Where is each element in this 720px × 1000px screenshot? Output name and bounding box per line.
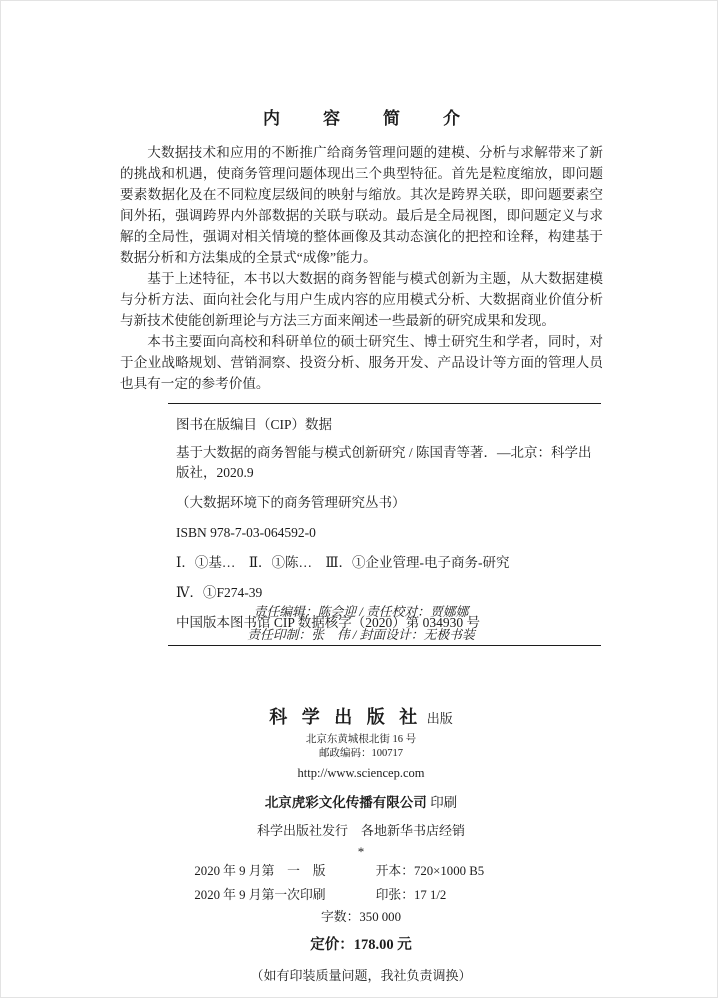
cip-line-title: 基于大数据的商务智能与模式创新研究 / 陈国青等著．—北京：科学出版社，2020.9 xyxy=(176,445,592,480)
cip-line-classification-1: Ⅰ．①基… Ⅱ．①陈… Ⅲ．①企业管理-电子商务-研究 xyxy=(176,555,510,570)
format-info: 开本：720×1000 B5 xyxy=(375,864,485,878)
printer-line xyxy=(1,791,718,811)
edition-row xyxy=(1,860,718,882)
publisher-line xyxy=(1,703,718,729)
impression-info: 2020 年 9 月第一次印刷 xyxy=(194,888,326,902)
publisher-name: 科 学 出 版 社 xyxy=(269,707,423,727)
publisher-website: http://www.sciencep.com xyxy=(297,766,425,780)
printer-suffix: 印刷 xyxy=(430,795,458,810)
cip-header: 图书在版编目（CIP）数据 xyxy=(176,417,333,432)
distribution-line: 科学出版社发行 各地新华书店经销 xyxy=(256,823,465,838)
credits-line-design: 责任印制：张 伟 / 封面设计：无极书装 xyxy=(247,628,475,642)
cip-line-series: （大数据环境下的商务管理研究丛书） xyxy=(176,495,406,510)
cip-line-classification-2: Ⅳ．①F274-39 xyxy=(176,585,263,600)
publisher-postcode: 邮政编码：100717 xyxy=(319,748,403,759)
publisher-suffix: 出版 xyxy=(426,711,453,726)
separator-star: * xyxy=(357,844,365,859)
credits-section xyxy=(1,601,718,647)
colophon-section xyxy=(1,703,718,984)
credits-line-editor: 责任编辑：陈会迎 / 责任校对：贾娜娜 xyxy=(253,605,469,619)
printer-name: 北京虎彩文化传播有限公司 xyxy=(264,795,427,810)
edition-info: 2020 年 9 月第 一 版 xyxy=(194,864,326,878)
word-count: 字数：350 000 xyxy=(321,910,401,924)
cip-line-registry: 中国版本图书馆 CIP 数据核字（2020）第 034930 号 xyxy=(176,615,481,630)
summary-title: 内 容 简 介 xyxy=(263,109,473,128)
content-summary-section xyxy=(120,104,603,394)
publisher-address: 北京东黄城根北街 16 号 xyxy=(305,734,417,745)
quality-note: （如有印装质量问题，我社负责调换） xyxy=(250,968,472,983)
impression-row xyxy=(1,884,718,906)
summary-paragraph-1: 大数据技术和应用的不断推广给商务管理问题的建模、分析与求解带来了新的挑战和机遇，使商务管理问题体现出三个典型特征。首先是粒度缩放，即问题要素数据化及在不同粒度层级间的映射与缩放。其次是跨界关联，即问题要素空间外拓，强调跨界内外部数据的关联与联动。最后是全局视图，即问题定义与求解的全局性，强调对相关情境的整体画像及其动态演化的把控和诠释，构建基于数据分析和方法集成的全景式“成像”能力。 xyxy=(120,145,603,265)
summary-paragraph-2: 基于上述特征，本书以大数据的商务智能与模式创新为主题，从大数据建模与分析方法、面向社会化与用户生成内容的应用模式分析、大数据商业价值分析与新技术使能创新理论与方法三方面来阐述一些最新的研究成果和发现。 xyxy=(120,271,603,328)
cip-line-isbn: ISBN 978-7-03-064592-0 xyxy=(176,525,316,540)
price: 定价：178.00 元 xyxy=(310,937,412,953)
sheets-info: 印张：17 1/2 xyxy=(375,888,447,902)
summary-paragraph-3: 本书主要面向高校和科研单位的硕士研究生、博士研究生和学者，同时，对于企业战略规划、营销洞察、投资分析、服务开发、产品设计等方面的管理人员也具有一定的参考价值。 xyxy=(120,334,603,391)
